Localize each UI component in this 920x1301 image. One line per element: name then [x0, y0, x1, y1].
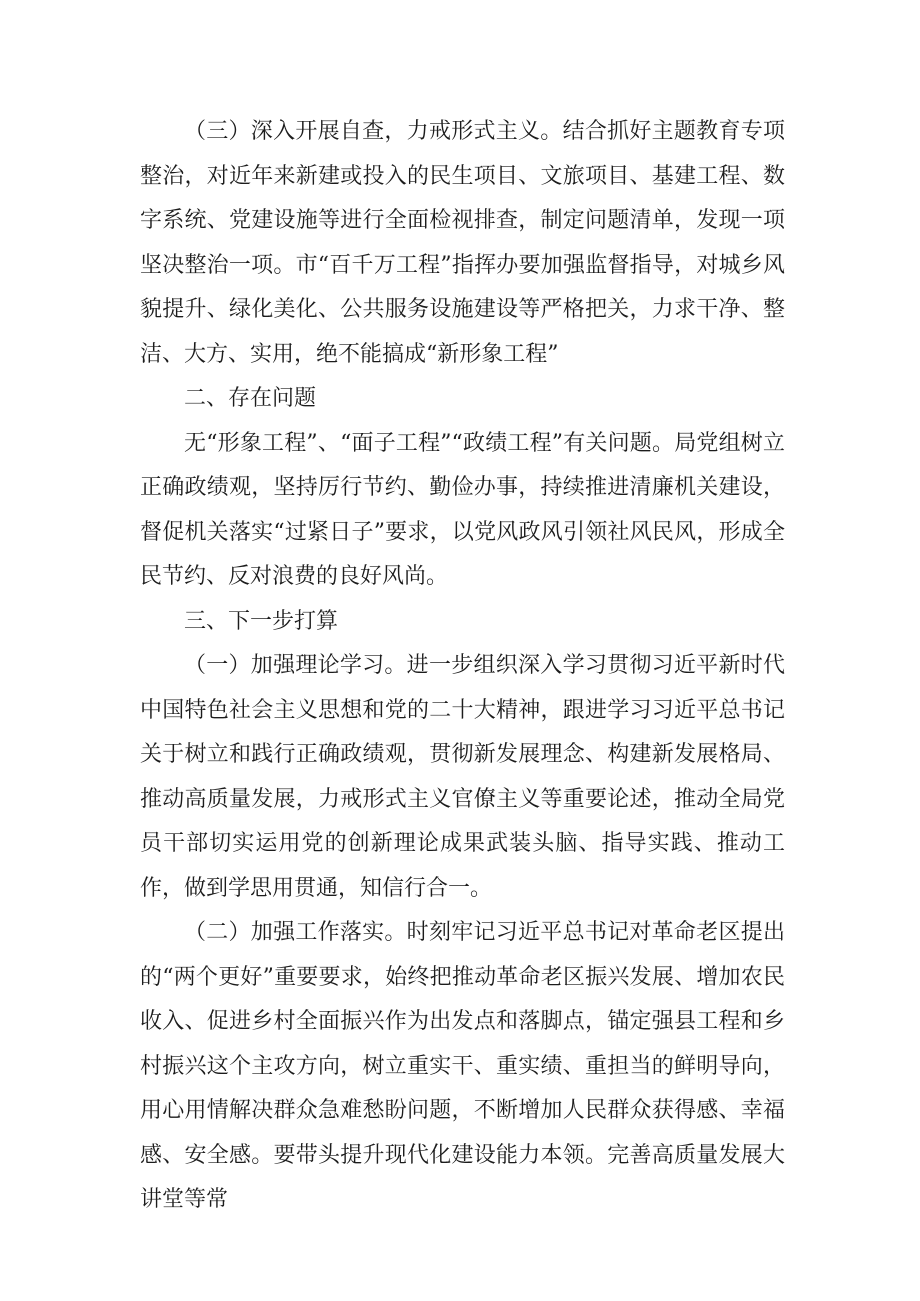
paragraph-work-implementation: （二）加强工作落实。时刻牢记习近平总书记对革命老区提出的“两个更好”重要要求，始终把推动革命老区振兴发展、增加农民收入、促进乡村全面振兴作为出发点和落脚点，锚定强县工程和乡村振兴这个主攻方向，树立重实干、重实绩、重担当的鲜明导向，用心用情解决群众急难愁盼问题，不断增加人民群众获得感、幸福感、安全感。要带头提升现代化建设能力本领。完善高质量发展大讲堂等常 — [140, 920, 785, 1212]
paragraph-existing-problems: 无“形象工程”、“面子工程”“政绩工程”有关问题。局党组树立正确政绩观，坚持厉行节约、勤俭办事，持续推进清廉机关建设，督促机关落实“过紧日子”要求，以党风政风引领社风民风，形成全民节约、反对浪费的良好风尚。 — [140, 430, 785, 589]
section-heading-next-steps: 三、下一步打算 — [184, 608, 339, 634]
paragraph-self-inspection: （三）深入开展自查，力戒形式主义。结合抓好主题教育专项整治，对近年来新建或投入的民生项目、文旅项目、基建工程、数字系统、党建设施等进行全面检视排查，制定问题清单，发现一项坚决整治一项。市“百千万工程”指挥办要加强监督指导，对城乡风貌提升、绿化美化、公共服务设施建设等严格把关，力求干净、整洁、大方、实用，绝不能搞成“新形象工程” — [140, 119, 785, 367]
paragraph-theory-study: （一）加强理论学习。进一步组织深入学习贯彻习近平新时代中国特色社会主义思想和党的二十大精神，跟进学习习近平总书记关于树立和践行正确政绩观，贯彻新发展理念、构建新发展格局、推动高质量发展，力戒形式主义官僚主义等重要论述，推动全局党员干部切实运用党的创新理论成果武装头脑、指导实践、推动工作，做到学思用贯通，知信行合一。 — [140, 653, 785, 901]
section-heading-existing-problems: 二、存在问题 — [184, 386, 317, 411]
document-body — [140, 110, 785, 1223]
